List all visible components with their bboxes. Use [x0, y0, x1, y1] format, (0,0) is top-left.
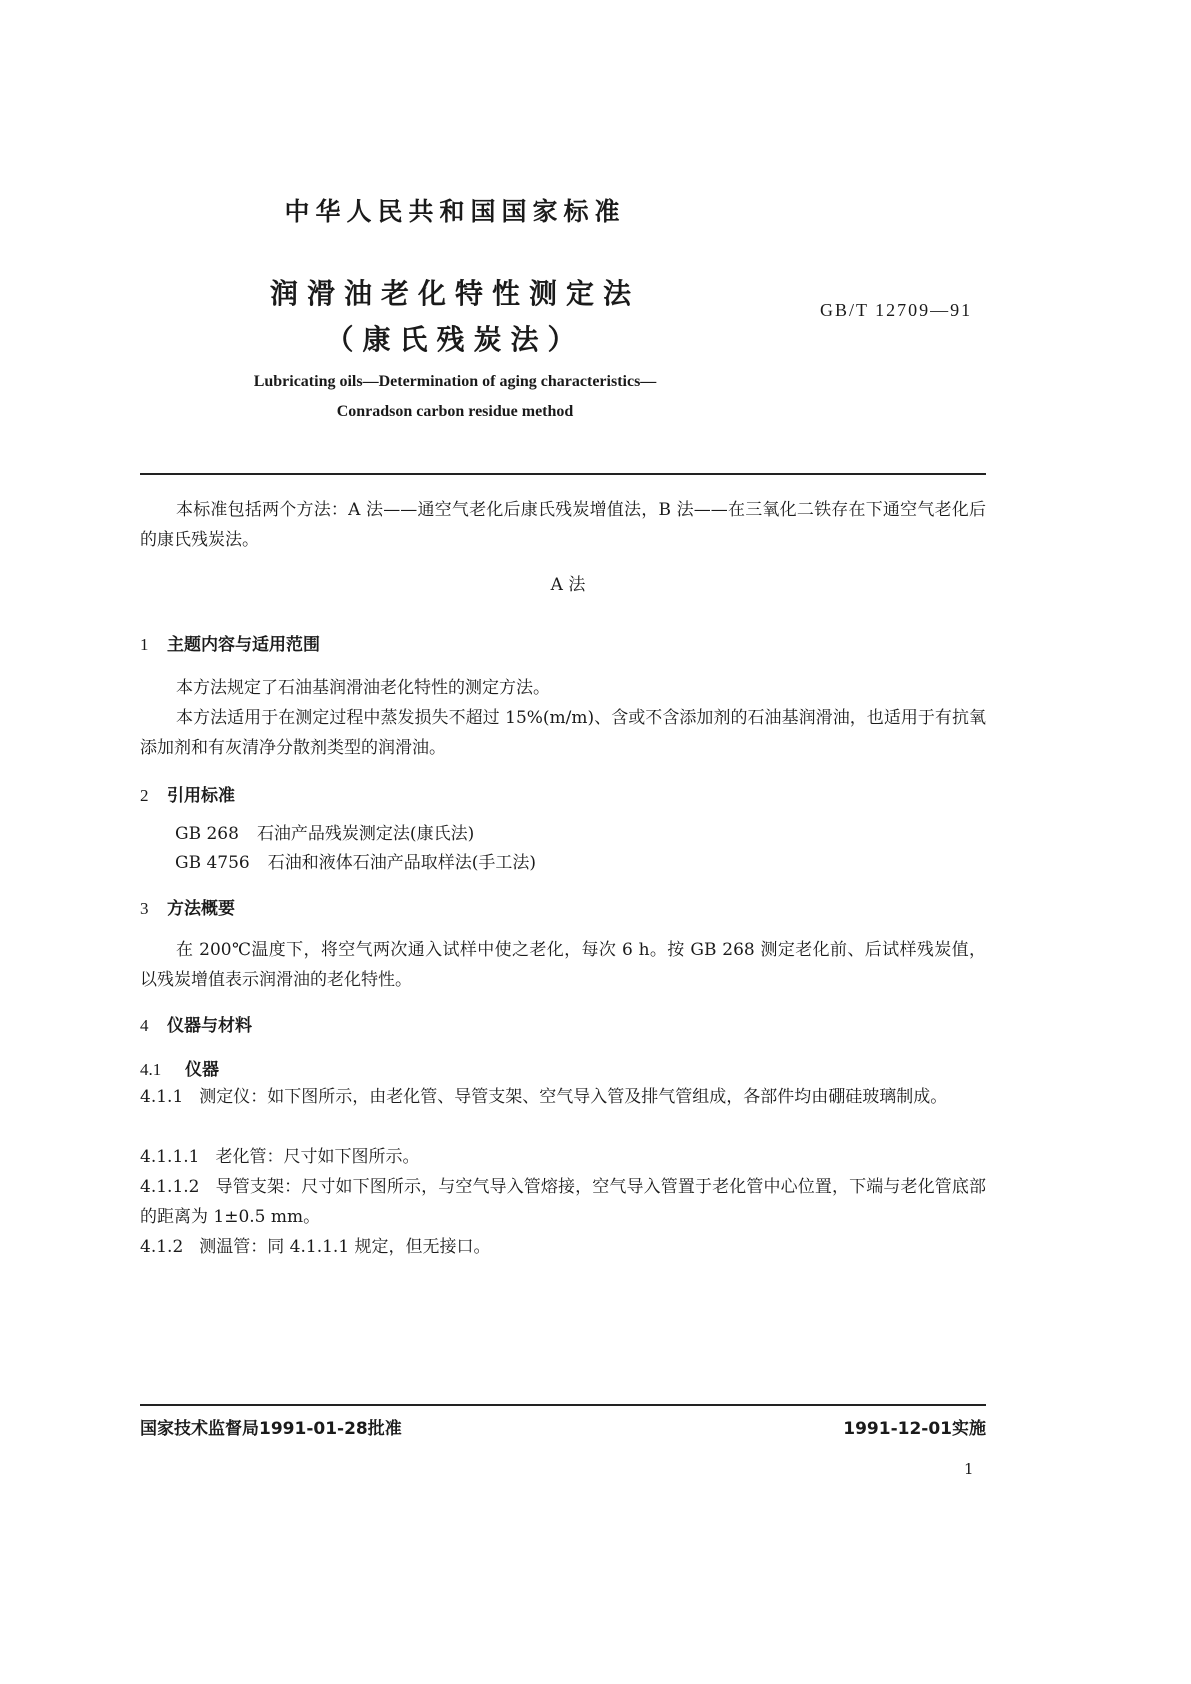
english-title-2: Conradson carbon residue method: [336, 403, 574, 420]
reference-name: 石油产品残炭测定法(康氏法): [256, 824, 475, 844]
paragraph: 在 200℃温度下，将空气两次通入试样中使之老化，每次 6 h。按 GB 268 测定老化前、后试样残炭值，以残炭增值表示润滑油的老化特性。: [140, 940, 986, 990]
section-number: 1: [140, 635, 149, 654]
clause-text: 测温管：同 4.1.1.1 规定，但无接口。: [199, 1237, 491, 1257]
paragraph: 本方法适用于在测定过程中蒸发损失不超过 15%(m/m)、含或不含添加剂的石油基润滑油，也适用于有抗氧添加剂和有灰清净分散剂类型的润滑油。: [140, 708, 986, 758]
section-title: 仪器: [185, 1060, 219, 1080]
reference-item: [175, 848, 536, 873]
clause-text: 测定仪：如下图所示，由老化管、导管支架、空气导入管及排气管组成，各部件均由硼硅玻璃制成。: [199, 1087, 948, 1107]
clause: [140, 1142, 986, 1172]
clause-number: 4.1.1: [140, 1087, 184, 1107]
footer-rule: [140, 1404, 986, 1406]
paragraph: 本方法规定了石油基润滑油老化特性的测定方法。: [176, 678, 550, 698]
approval-date: 国家技术监督局1991-01-28批准: [140, 1419, 402, 1439]
section-2-heading: [140, 781, 235, 806]
subsection-heading: [140, 1055, 219, 1080]
effective-date: 1991-12-01实施: [843, 1419, 986, 1439]
reference-name: 石油和液体石油产品取样法(手工法): [267, 853, 537, 873]
doc-subtitle: （康氏残炭法）: [325, 323, 585, 356]
clause-number: 4.1.2: [140, 1237, 184, 1257]
section-number: 4.1: [140, 1060, 162, 1079]
page-number: 1: [964, 1460, 974, 1478]
section-number: 2: [140, 786, 149, 805]
section-number: 4: [140, 1016, 149, 1035]
method-heading: A 法: [550, 575, 586, 595]
reference-code: GB 268: [175, 824, 239, 844]
clause-number: 4.1.1.1: [140, 1147, 200, 1167]
intro-paragraph: 本标准包括两个方法：A 法——通空气老化后康氏残炭增值法，B 法——在三氧化二铁存在下通空气老化后的康氏残炭法。: [140, 500, 986, 550]
section-title: 仪器与材料: [167, 1016, 252, 1036]
reference-code: GB 4756: [175, 853, 250, 873]
section-number: 3: [140, 899, 149, 918]
clause-text: 导管支架：尺寸如下图所示，与空气导入管熔接，空气导入管置于老化管中心位置，下端与老化管底部的距离为 1±0.5 mm。: [140, 1177, 986, 1227]
section-title: 方法概要: [167, 899, 235, 919]
clause-number: 4.1.1.2: [140, 1177, 200, 1197]
clause: [140, 1232, 986, 1262]
clause-text: 老化管：尺寸如下图所示。: [215, 1147, 420, 1167]
reference-item: [175, 819, 474, 844]
section-1-heading: [140, 630, 320, 655]
header-rule: [140, 473, 986, 475]
english-title-1: Lubricating oils—Determination of aging characteristics—: [253, 373, 657, 390]
section-3-heading: [140, 894, 235, 919]
section-title: 主题内容与适用范围: [167, 635, 320, 655]
standard-code: GB/T 12709—91: [820, 300, 973, 320]
clause: [140, 1172, 986, 1232]
org-title: 中华人民共和国国家标准: [284, 197, 626, 226]
clause: [140, 1082, 986, 1112]
section-4-heading: [140, 1011, 252, 1036]
doc-title: 润滑油老化特性测定法: [269, 277, 640, 310]
section-title: 引用标准: [167, 786, 235, 806]
